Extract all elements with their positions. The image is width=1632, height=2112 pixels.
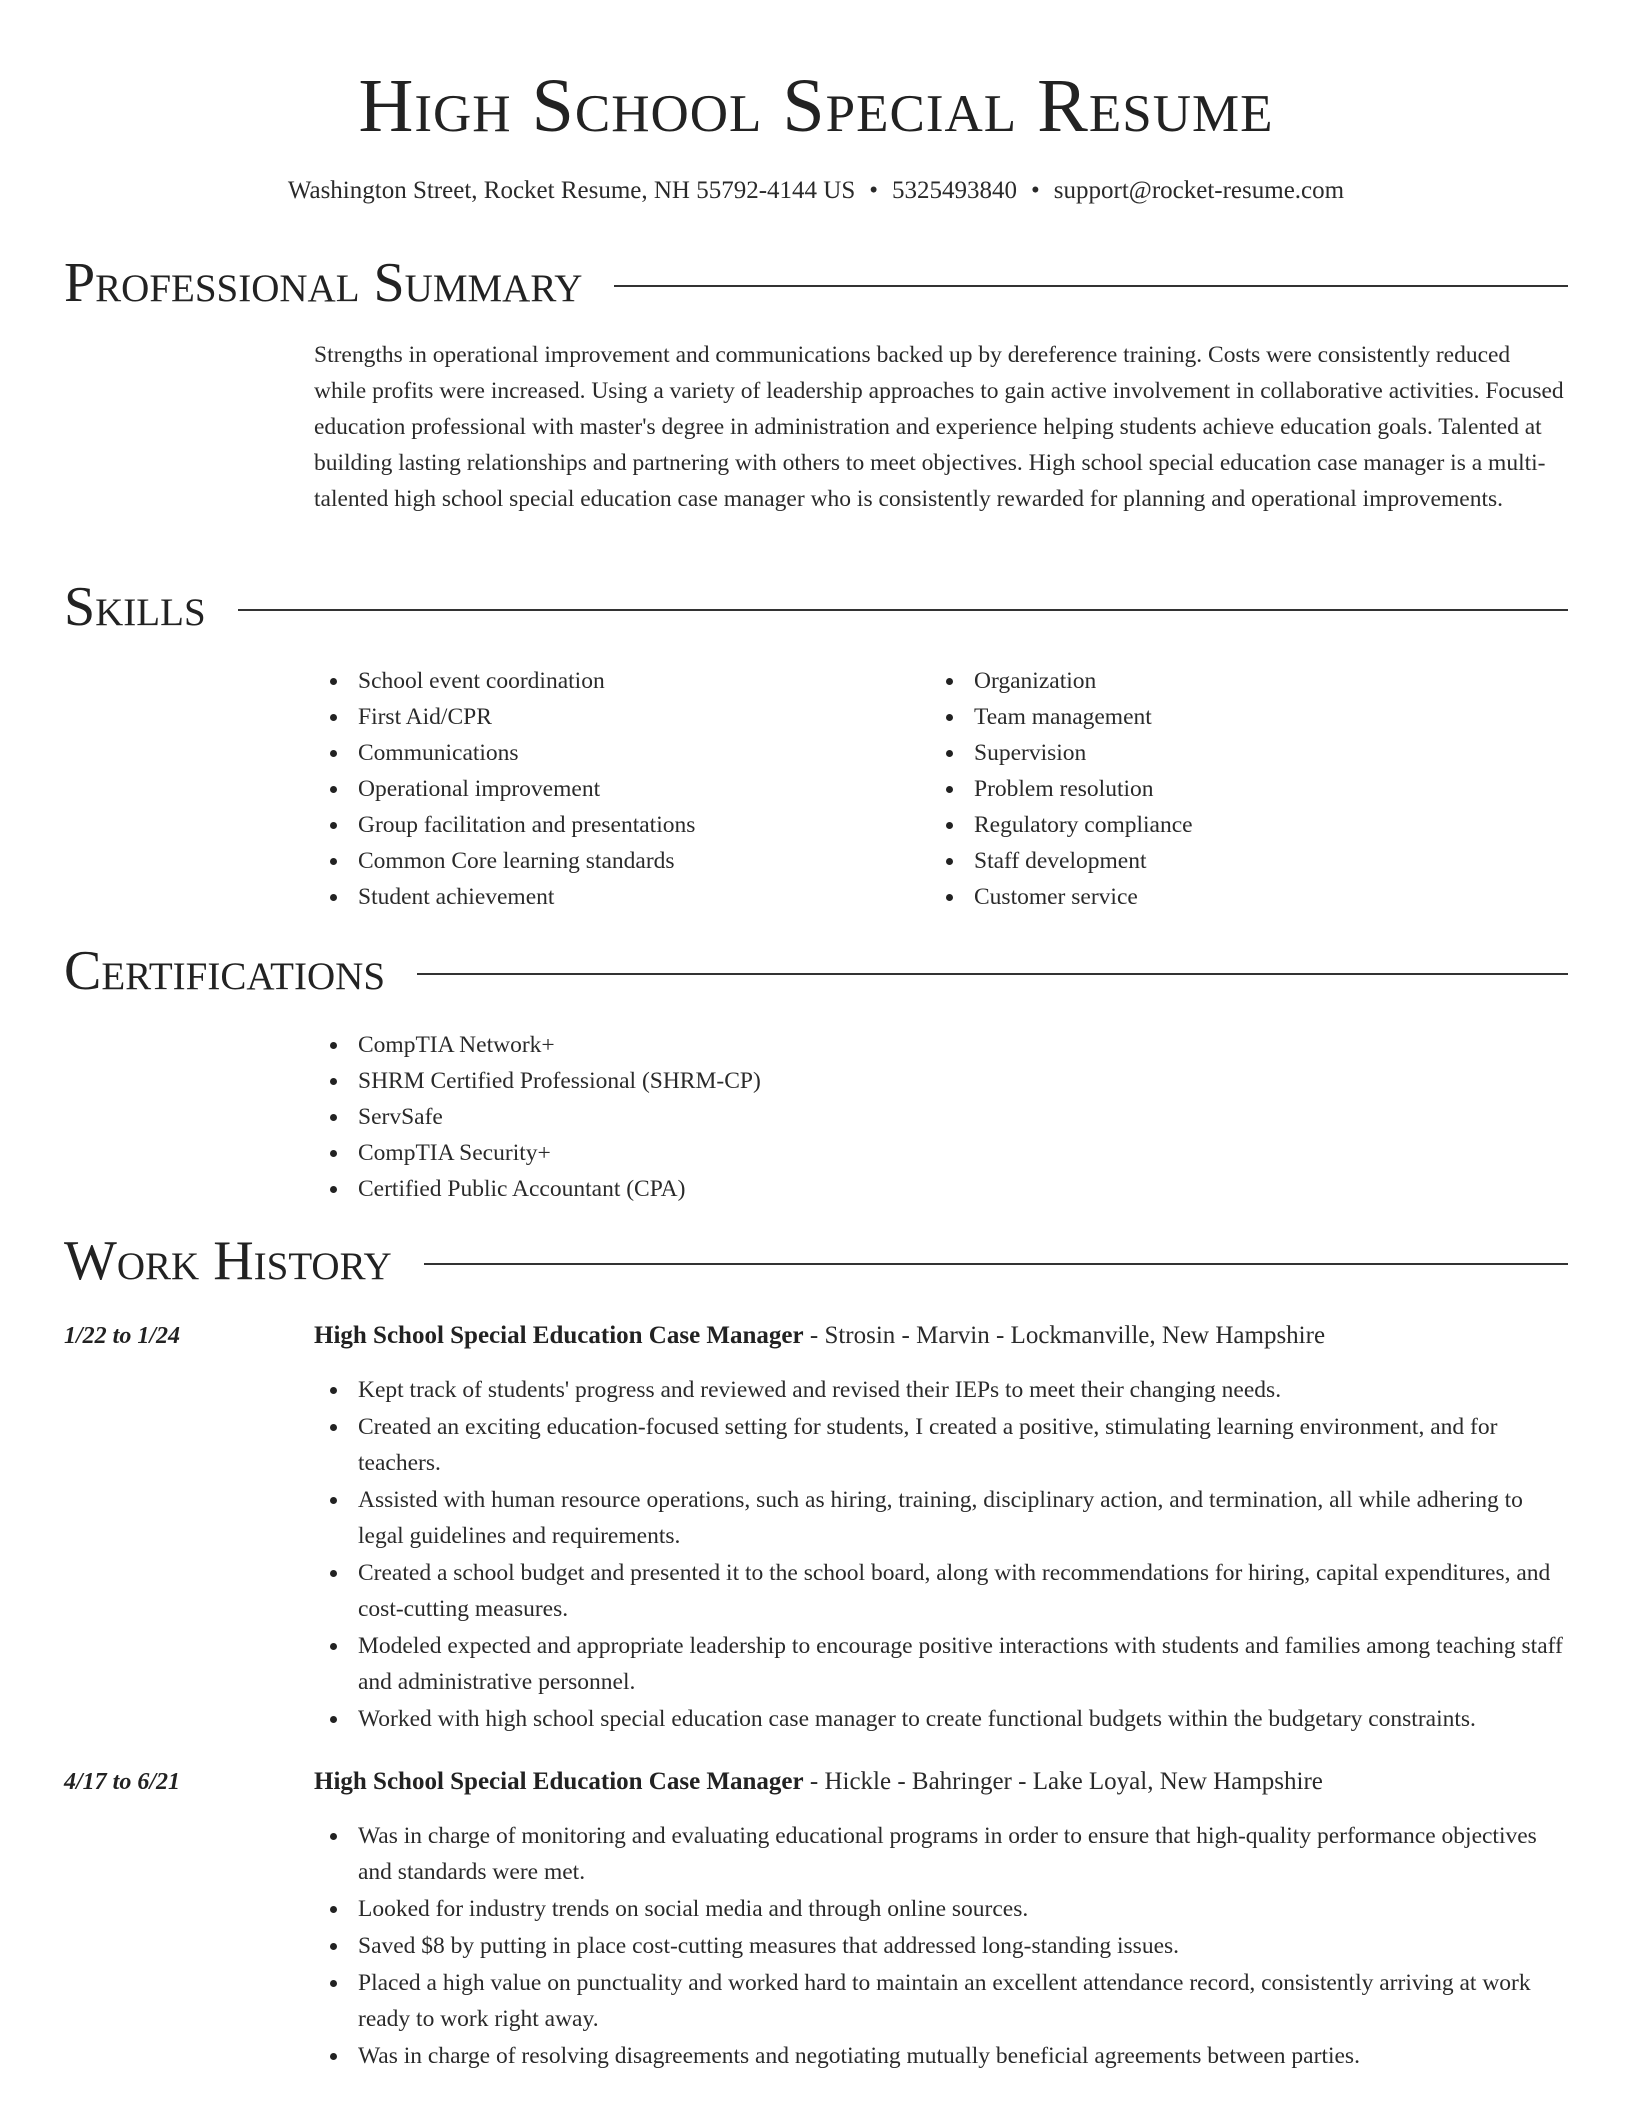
job-bullet-list	[314, 1818, 1570, 2075]
skill-item: School event coordination	[314, 663, 914, 699]
job-bullet-list	[314, 1372, 1570, 1738]
skills-heading	[64, 572, 1568, 642]
summary-title: Professional Summary	[64, 252, 583, 314]
job-title: High School Special Education Case Manager	[314, 1768, 804, 1795]
section-divider	[424, 1263, 1568, 1265]
skill-item: Regulatory compliance	[930, 807, 1530, 843]
certification-item: CompTIA Network+	[314, 1027, 1214, 1063]
certifications-title: Certifications	[64, 940, 386, 1002]
job-bullet: Assisted with human resource operations, such as hiring, training, disciplinary action, and termination, all while adhering to legal guidelines and requirements.	[314, 1482, 1570, 1554]
skill-item: Student achievement	[314, 879, 914, 915]
summary-text: Strengths in operational improvement and communications backed up by dereference training. Costs were consistently reduced while profits were increased. Using a variety of leadership approaches to gain active involvement in collaborative activities. Focused education professional with master's degree in administration and experience helping students achieve education goals. Talented at building lasting relationships and partnering with others to meet objectives. High school special education case manager is a multi-talented high school special education case manager who is consistently rewarded for planning and operational improvements.	[314, 342, 1564, 512]
certification-item: SHRM Certified Professional (SHRM-CP)	[314, 1063, 1214, 1099]
job-bullet: Worked with high school special education case manager to create functional budgets within the budgetary constraints.	[314, 1701, 1570, 1737]
job-bullet: Kept track of students' progress and reviewed and revised their IEPs to meet their changing needs.	[314, 1372, 1570, 1408]
section-divider	[417, 973, 1568, 975]
skill-item: Customer service	[930, 879, 1530, 915]
skills-list-right	[930, 663, 1530, 915]
contact-phone: 5325493840	[892, 177, 1018, 204]
skill-item: Common Core learning standards	[314, 843, 914, 879]
certifications-list	[314, 1027, 1214, 1207]
contact-separator: •	[869, 177, 879, 204]
contact-separator: •	[1031, 177, 1040, 204]
skill-item: Communications	[314, 735, 914, 771]
job-title: High School Special Education Case Manager	[314, 1322, 804, 1349]
skill-item: Organization	[930, 663, 1530, 699]
job-bullet: Was in charge of monitoring and evaluating educational programs in order to ensure that high-quality performance objectives and standards were met.	[314, 1818, 1570, 1890]
skill-item: Group facilitation and presentations	[314, 807, 914, 843]
section-divider	[614, 285, 1568, 287]
job-bullet: Placed a high value on punctuality and worked hard to maintain an excellent attendance record, consistently arriving at work ready to work right away.	[314, 1965, 1570, 2037]
certification-item: ServSafe	[314, 1099, 1214, 1135]
job-bullet: Created a school budget and presented it to the school board, along with recommendations for hiring, capital expenditures, and cost-cutting measures.	[314, 1555, 1570, 1627]
section-divider	[238, 609, 1568, 611]
certification-item: Certified Public Accountant (CPA)	[314, 1171, 1214, 1207]
skill-item: Operational improvement	[314, 771, 914, 807]
contact-line	[0, 173, 1632, 209]
job-bullet: Was in charge of resolving disagreements and negotiating mutually beneficial agreements between parties.	[314, 2038, 1570, 2074]
skill-item: Supervision	[930, 735, 1530, 771]
contact-email: support@rocket-resume.com	[1053, 177, 1345, 204]
contact-address: Washington Street, Rocket Resume, NH 55792-4144 US	[287, 177, 856, 204]
job-employer: - Strosin - Marvin - Lockmanville, New Hampshire	[803, 1322, 1326, 1349]
skill-item: First Aid/CPR	[314, 699, 914, 735]
work-history-title: Work History	[64, 1230, 392, 1292]
certification-item: CompTIA Security+	[314, 1135, 1214, 1171]
job-heading	[314, 1764, 1574, 1800]
job-heading	[314, 1318, 1574, 1354]
skills-list-left	[314, 663, 914, 915]
skill-item: Team management	[930, 699, 1530, 735]
work-history-heading	[64, 1226, 1568, 1296]
job-dates: 1/22 to 1/24	[64, 1323, 181, 1349]
skill-item: Staff development	[930, 843, 1530, 879]
job-bullet: Looked for industry trends on social media and through online sources.	[314, 1891, 1570, 1927]
summary-heading	[64, 248, 1568, 318]
job-bullet: Modeled expected and appropriate leadership to encourage positive interactions with students and families among teaching staff and administrative personnel.	[314, 1628, 1570, 1700]
skills-title: Skills	[64, 576, 206, 638]
job-employer: - Hickle - Bahringer - Lake Loyal, New Hampshire	[803, 1768, 1323, 1795]
certifications-heading	[64, 936, 1568, 1006]
skill-item: Problem resolution	[930, 771, 1530, 807]
resume-name: High School Special Resume	[358, 64, 1274, 148]
job-dates: 4/17 to 6/21	[64, 1769, 181, 1795]
job-bullet: Created an exciting education-focused setting for students, I created a positive, stimulating learning environment, and for teachers.	[314, 1409, 1570, 1481]
job-bullet: Saved $8 by putting in place cost-cutting measures that addressed long-standing issues.	[314, 1928, 1570, 1964]
